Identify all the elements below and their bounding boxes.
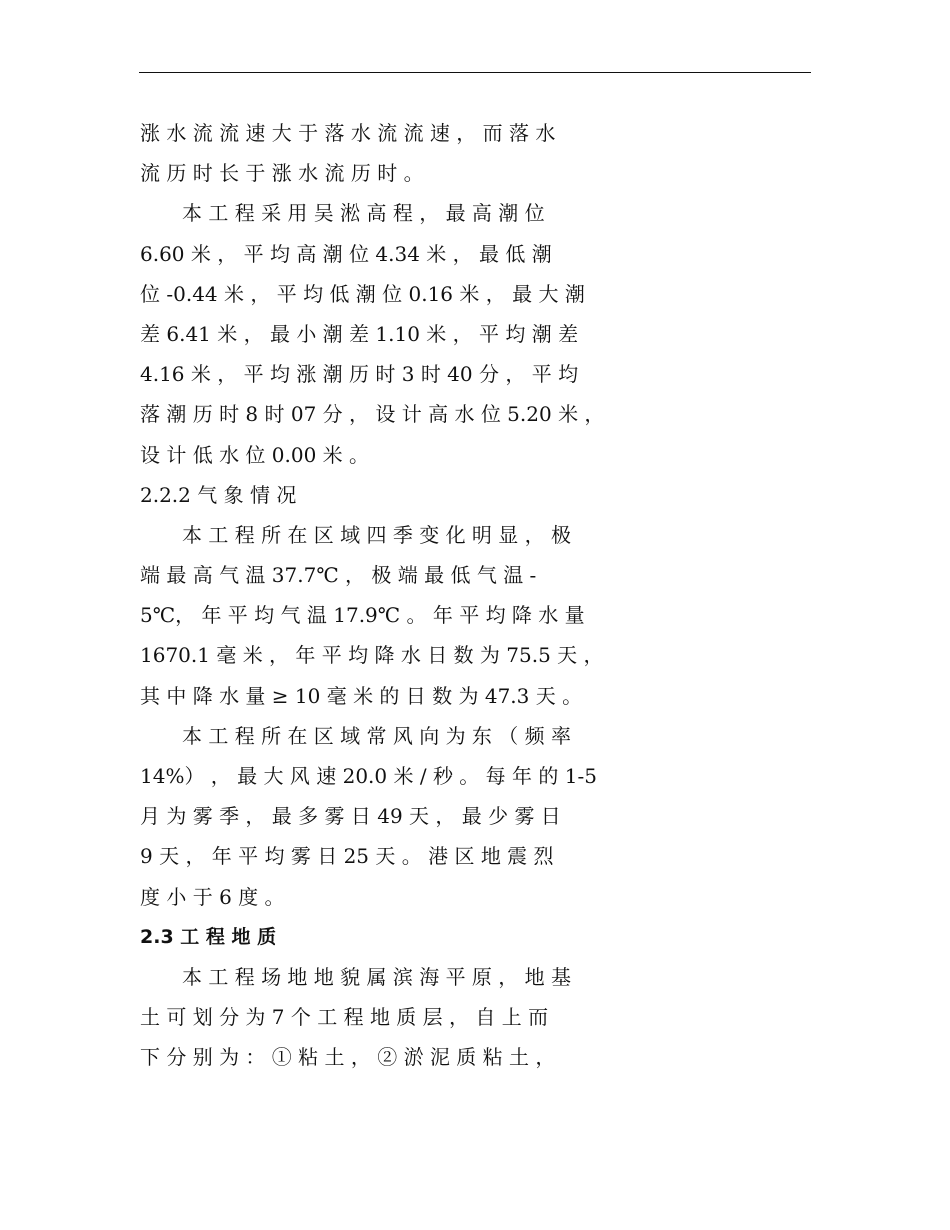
text-line: 落 潮 历 时 8 时 07 分 ， 设 计 高 水 位 5.20 米 ， (140, 402, 605, 427)
section-heading-2-3: 2.3 工 程 地 质 (140, 925, 277, 948)
text-line: 流 历 时 长 于 涨 水 流 历 时 。 (140, 161, 424, 186)
text-line: 6.60 米 ， 平 均 高 潮 位 4.34 米 ， 最 低 潮 (140, 241, 552, 266)
paragraph-line-indented: 本 工 程 所 在 区 域 四 季 变 化 明 显 ， 极 (182, 522, 572, 547)
text-line: 下 分 别 为 ： ① 粘 土 ， ② 淤 泥 质 粘 土 ， (140, 1045, 556, 1070)
text-line: 月 为 雾 季 ， 最 多 雾 日 49 天 ， 最 少 雾 日 (140, 804, 561, 829)
text-line: 差 6.41 米 ， 最 小 潮 差 1.10 米 ， 平 均 潮 差 (140, 321, 579, 346)
header-rule (139, 72, 811, 73)
text-line: 其 中 降 水 量 ≥ 10 毫 米 的 日 数 为 47.3 天 。 (140, 683, 583, 708)
paragraph-line-indented: 本 工 程 场 地 地 貌 属 滨 海 平 原 ， 地 基 (182, 964, 572, 989)
document-body (140, 113, 830, 1078)
text-line: 14%） ， 最 大 风 速 20.0 米 / 秒 。 每 年 的 1-5 (140, 764, 597, 788)
section-heading-2-2-2: 2.2.2 气 象 情 况 (140, 482, 297, 507)
text-line: 9 天 ， 年 平 均 雾 日 25 天 。 港 区 地 震 烈 (140, 844, 554, 869)
text-line: 端 最 高 气 温 37.7℃ ， 极 端 最 低 气 温 - (140, 563, 537, 588)
text-line: 位 -0.44 米 ， 平 均 低 潮 位 0.16 米 ， 最 大 潮 (140, 281, 585, 306)
text-line: 设 计 低 水 位 0.00 米 。 (140, 442, 370, 467)
paragraph-line-indented: 本 工 程 所 在 区 域 常 风 向 为 东 （ 频 率 (182, 723, 572, 748)
text-line: 度 小 于 6 度 。 (140, 884, 285, 909)
text-line: 4.16 米 ， 平 均 涨 潮 历 时 3 时 40 分 ， 平 均 (140, 362, 579, 387)
text-line: 涨 水 流 流 速 大 于 落 水 流 流 速 ， 而 落 水 (140, 121, 556, 145)
text-line: 5℃， 年 平 均 气 温 17.9℃ 。 年 平 均 降 水 量 (140, 603, 585, 628)
text-line: 土 可 划 分 为 7 个 工 程 地 质 层 ， 自 上 而 (140, 1005, 549, 1030)
paragraph-line-indented: 本 工 程 采 用 吴 淞 高 程 ， 最 高 潮 位 (182, 201, 545, 226)
text-line: 1670.1 毫 米 ， 年 平 均 降 水 日 数 为 75.5 天 ， (140, 643, 604, 668)
